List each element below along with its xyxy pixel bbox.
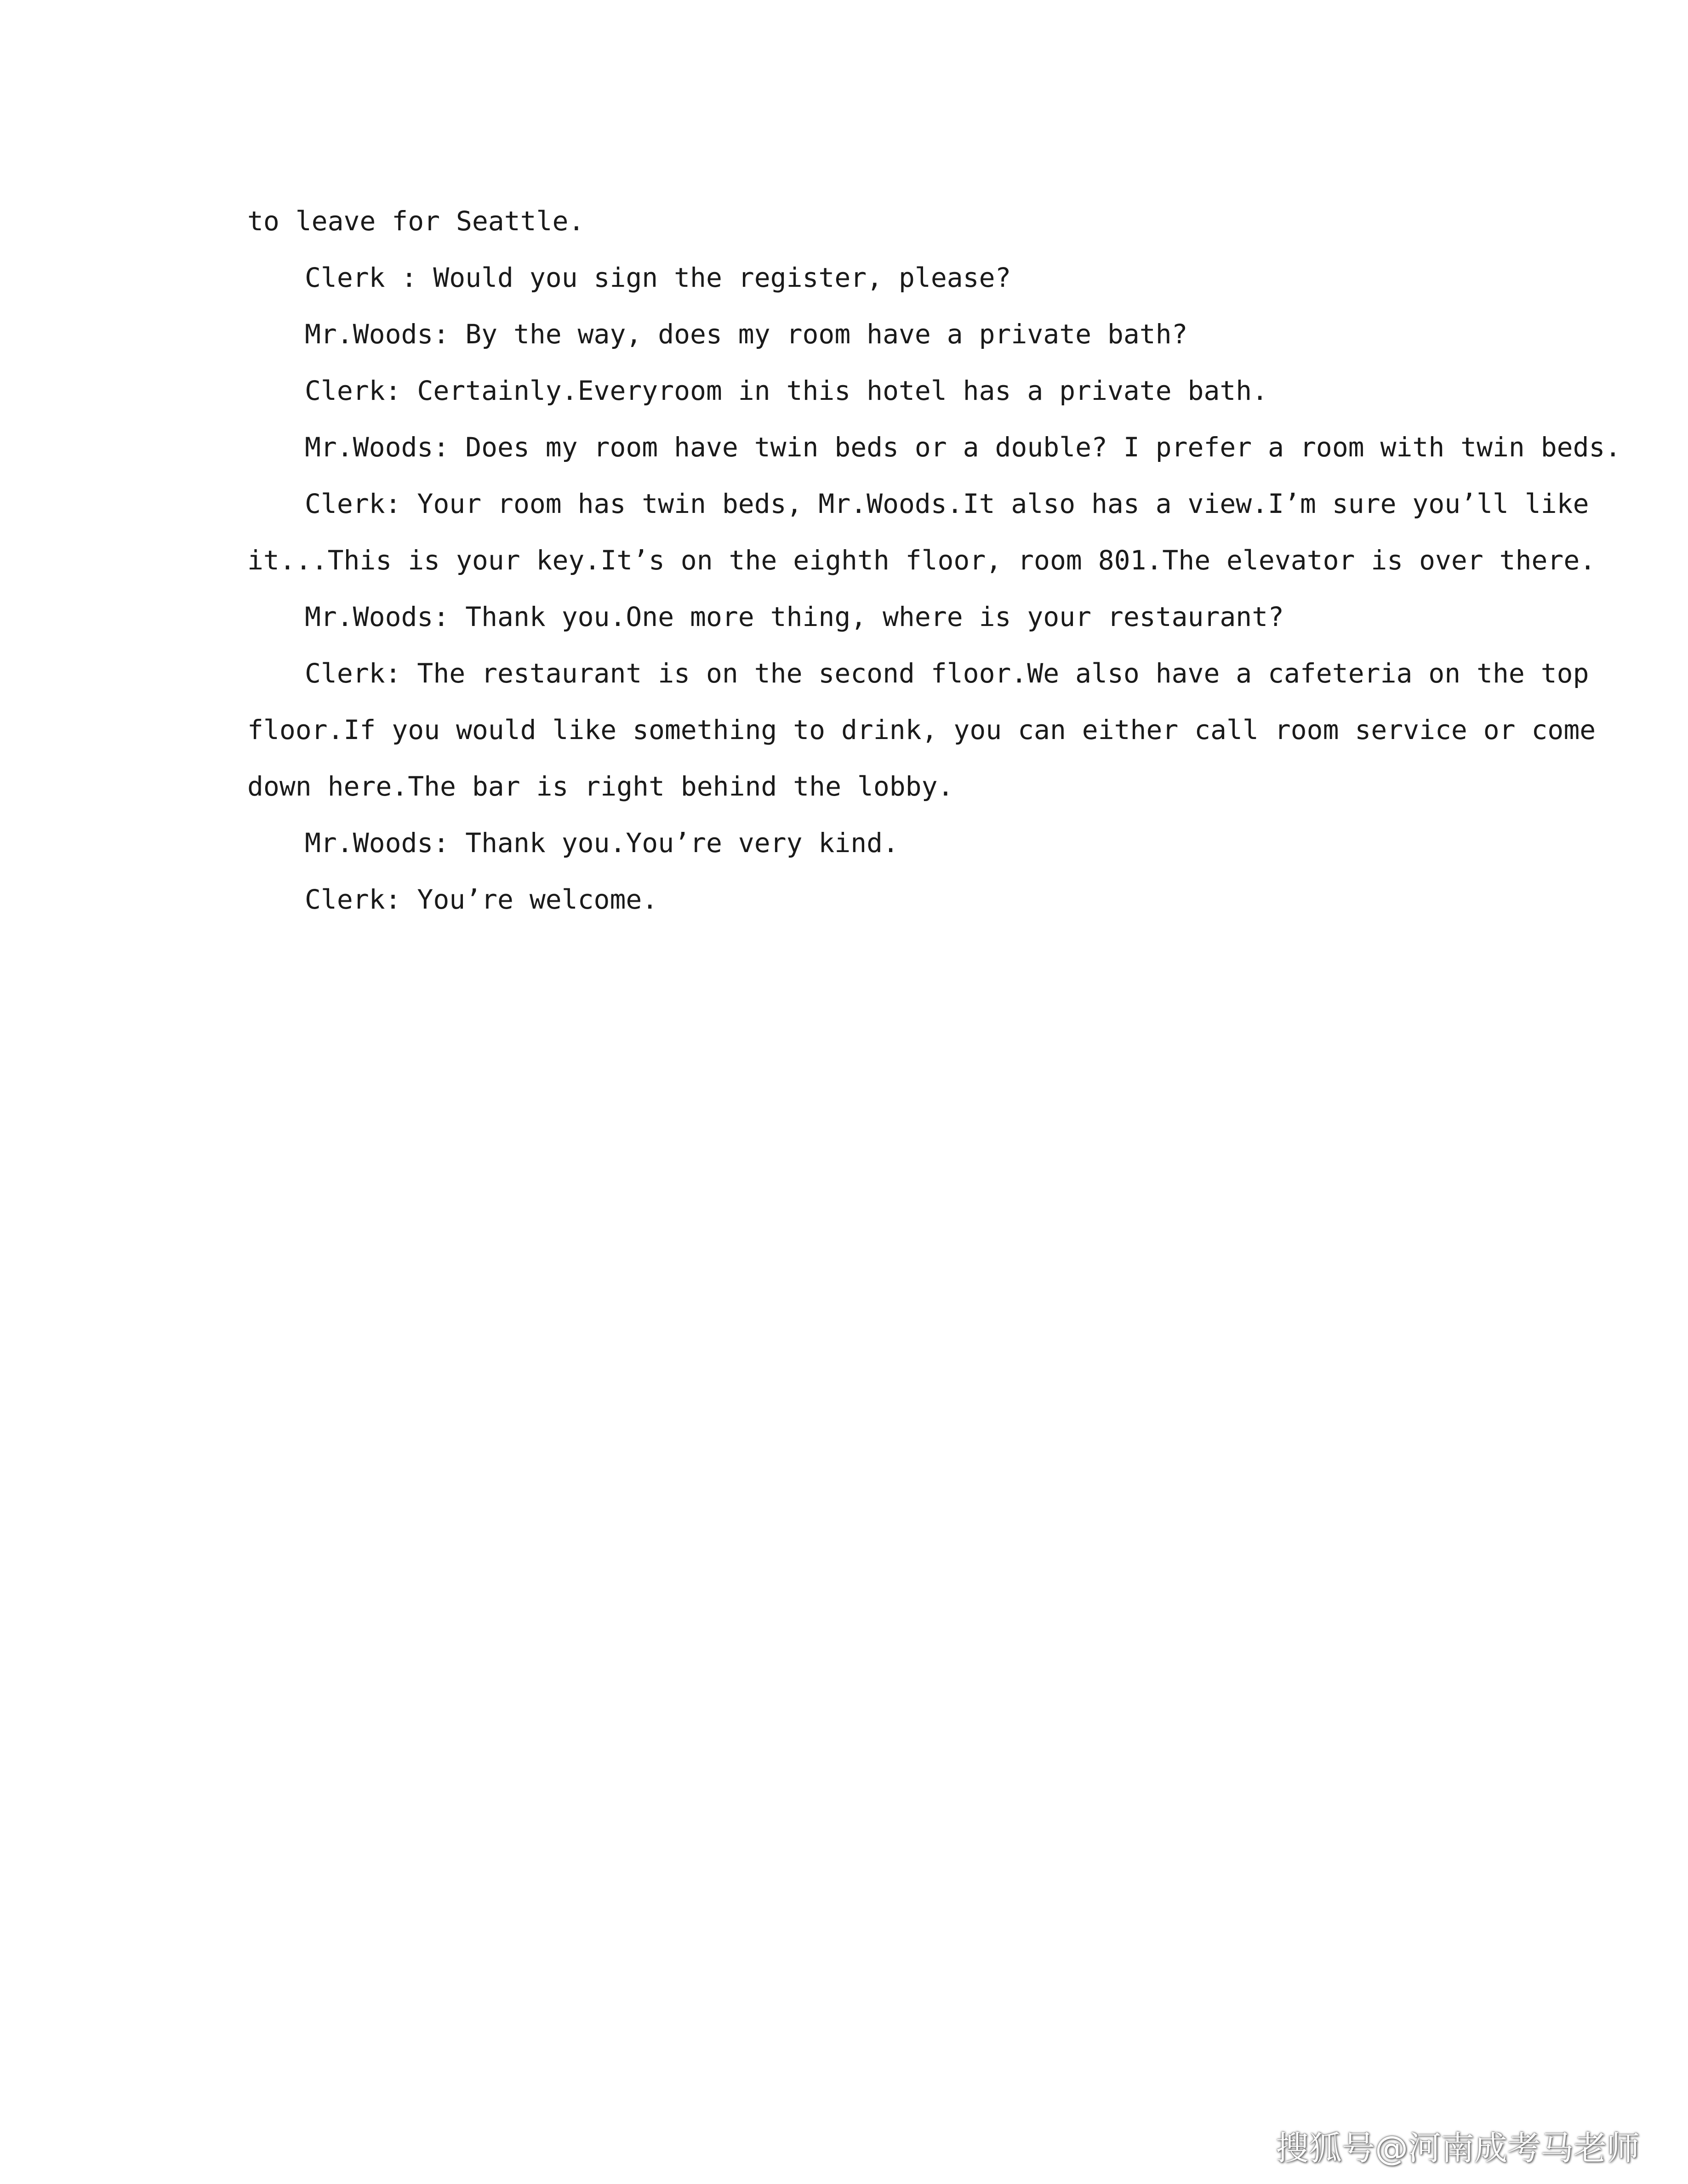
text-line: Clerk: Certainly.Everyroom in this hotel has a private bath. (305, 375, 1268, 406)
dialogue-text (247, 193, 1621, 928)
text-line: to leave for Seattle. (247, 205, 585, 237)
text-line: Mr.Woods: Does my room have twin beds or a double? I prefer a room with twin beds. (305, 432, 1621, 463)
text-line: floor.If you would like something to drink, you can either call room service or come (247, 714, 1596, 745)
text-line: Mr.Woods: Thank you.One more thing, where is your restaurant? (305, 601, 1284, 632)
text-line: it...This is your key.It’s on the eighth floor, room 801.The elevator is over there. (247, 545, 1596, 576)
text-line: down here.The bar is right behind the lobby. (247, 771, 954, 802)
watermark: 搜狐号@河南成考马老师 (1275, 2129, 1640, 2167)
text-line: Mr.Woods: By the way, does my room have a private bath? (305, 318, 1188, 350)
text-line: Clerk : Would you sign the register, please? (305, 262, 1011, 293)
text-line: Clerk: Your room has twin beds, Mr.Woods.It also has a view.I’m sure you’ll like (305, 488, 1589, 519)
text-line: Clerk: You’re welcome. (305, 884, 658, 915)
text-line: Clerk: The restaurant is on the second floor.We also have a cafeteria on the top (305, 658, 1589, 689)
text-line: Mr.Woods: Thank you.You’re very kind. (305, 827, 899, 859)
